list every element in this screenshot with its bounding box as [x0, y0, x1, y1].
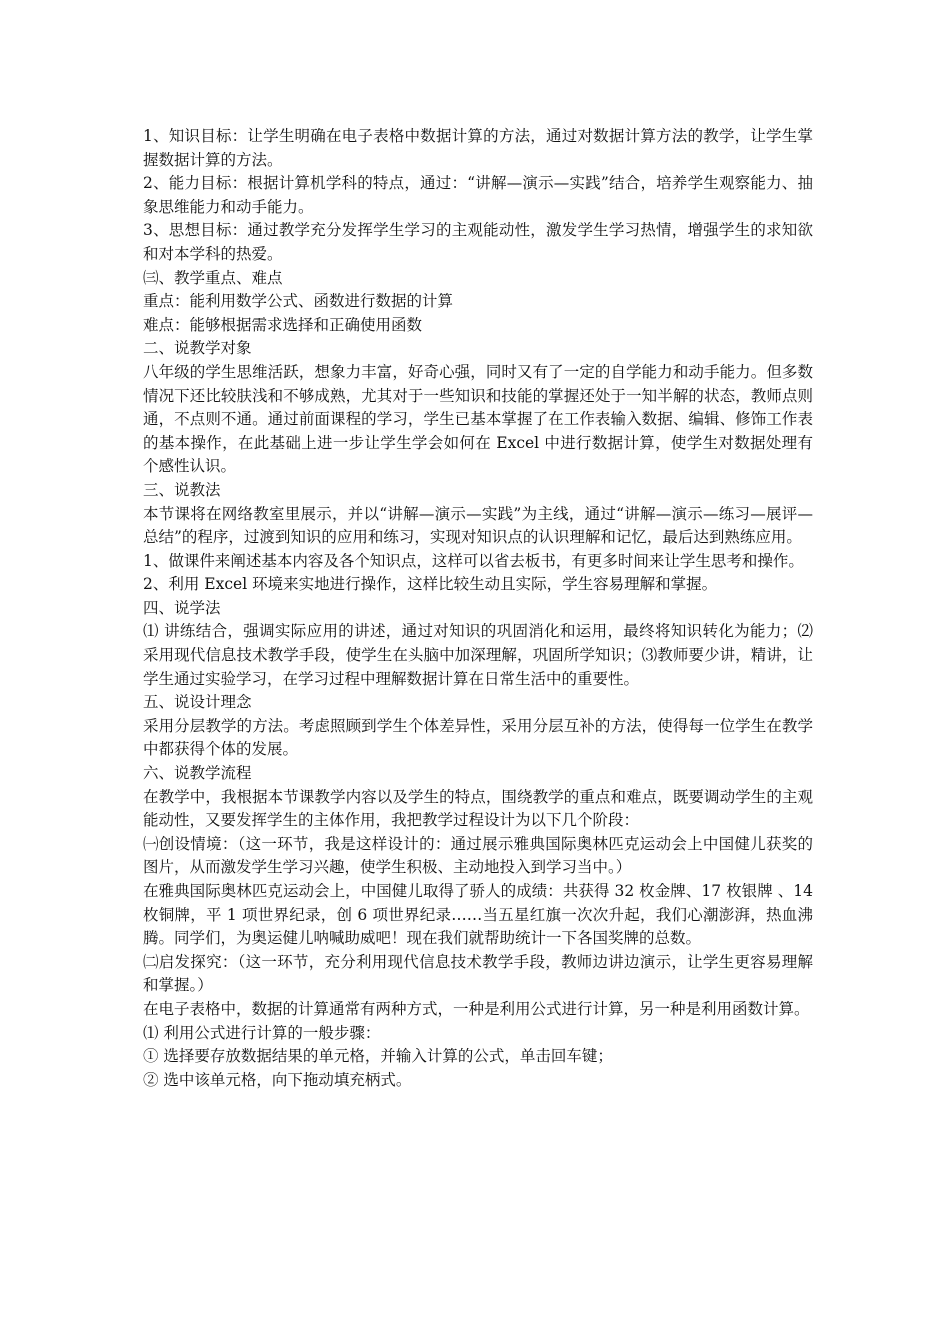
heading-learning-method: 四、说学法 — [143, 598, 221, 617]
learning-method-text: ⑴ 讲练结合，强调实际应用的讲述，通过对知识的巩固消化和运用，最终将知识转化为能力；⑵采用现代信息技术教学手段，使学生在头脑中加深理解，巩固所学知识；⑶教师要少讲，精讲，让学生通过实验学习，在学习过程中理解数据计算在日常生活中的重要性。 — [143, 622, 813, 688]
teaching-method-item-2: 2、利用 Excel 环境来实地进行操作，这样比较生动且实际，学生容易理解和掌握。 — [143, 575, 718, 594]
heading-key-points: ㈢、教学重点、难点 — [143, 268, 283, 287]
heading-design-concept: 五、说设计理念 — [143, 693, 252, 712]
teaching-method-text: 本节课将在网络教室里展示，并以“讲解—演示—实践”为主线，通过“讲解—演示—练习—展评—总结”的程序，过渡到知识的应用和练习，实现对知识点的认识理解和记忆，最后达到熟练应用。 — [143, 504, 813, 547]
formula-step-1: ① 选择要存放数据结果的单元格，并输入计算的公式，单击回车键； — [143, 1047, 613, 1066]
teaching-flow-intro: 在教学中，我根据本节课教学内容以及学生的特点，围绕教学的重点和难点，既要调动学生的主观能动性，又要发挥学生的主体作用，我把教学过程设计为以下几个阶段： — [143, 787, 813, 830]
objective-ability: 2、能力目标：根据计算机学科的特点，通过：“讲解—演示—实践”结合，培养学生观察能力、抽象思维能力和动手能力。 — [143, 174, 813, 216]
document-page — [143, 125, 813, 1092]
teaching-method-item-1: 1、做课件来阐述基本内容及各个知识点，这样可以省去板书，有更多时间来让学生思考和操作。 — [143, 551, 804, 570]
flow-stage-2-text: 在电子表格中，数据的计算通常有两种方式，一种是利用公式进行计算，另一种是利用函数计算。 — [143, 999, 810, 1018]
heading-teaching-method: 三、说教法 — [143, 480, 221, 499]
flow-stage-1-text: 在雅典国际奥林匹克运动会上，中国健儿取得了骄人的成绩：共获得 32 枚金牌、17 枚银牌 、14 枚铜牌，平 1 项世界纪录，创 6 项世界纪录……当五星红旗一次次升起，我们心潮澎湃，热血沸腾。同学们，为奥运健儿呐喊助威吧！现在我们就帮助统计一下各国奖牌的总数。 — [143, 882, 813, 948]
flow-stage-1: ㈠创设情境：（这一环节，我是这样设计的：通过展示雅典国际奥林匹克运动会上中国健儿获奖的图片，从而激发学生学习兴趣，使学生积极、主动地投入到学习当中。） — [143, 834, 813, 877]
key-point: 重点：能利用数学公式、函数进行数据的计算 — [143, 292, 454, 311]
teaching-object-text: 八年级的学生思维活跃，想象力丰富，好奇心强，同时又有了一定的自学能力和动手能力。但多数情况下还比较肤浅和不够成熟，尤其对于一些知识和技能的掌握还处于一知半解的状态，教师点则通，不点则不通。通过前面课程的学习，学生已基本掌握了在工作表输入数据、编辑、修饰工作表的基本操作，在此基础上进一步让学生学会如何在 Excel 中进行数据计算，使学生对数据处理有个感性认识。 — [143, 362, 813, 476]
flow-stage-2: ㈡启发探究：（这一环节，充分利用现代信息技术教学手段，教师边讲边演示，让学生更容易理解和掌握。） — [143, 952, 813, 995]
formula-steps-heading: ⑴ 利用公式进行计算的一般步骤： — [143, 1023, 381, 1042]
formula-step-2: ② 选中该单元格，向下拖动填充柄式。 — [143, 1070, 412, 1089]
objective-knowledge: 1、知识目标：让学生明确在电子表格中数据计算的方法，通过对数据计算方法的教学，让学生掌握数据计算的方法。 — [143, 127, 813, 169]
design-concept-text: 采用分层教学的方法。考虑照顾到学生个体差异性，采用分层互补的方法，使得每一位学生在教学中都获得个体的发展。 — [143, 716, 813, 759]
heading-teaching-flow: 六、说教学流程 — [143, 764, 252, 783]
heading-teaching-object: 二、说教学对象 — [143, 339, 252, 358]
objective-thought: 3、思想目标：通过教学充分发挥学生学习的主观能动性，激发学生学习热情，增强学生的求知欲和对本学科的热爱。 — [143, 221, 813, 263]
difficult-point: 难点：能够根据需求选择和正确使用函数 — [143, 315, 423, 334]
